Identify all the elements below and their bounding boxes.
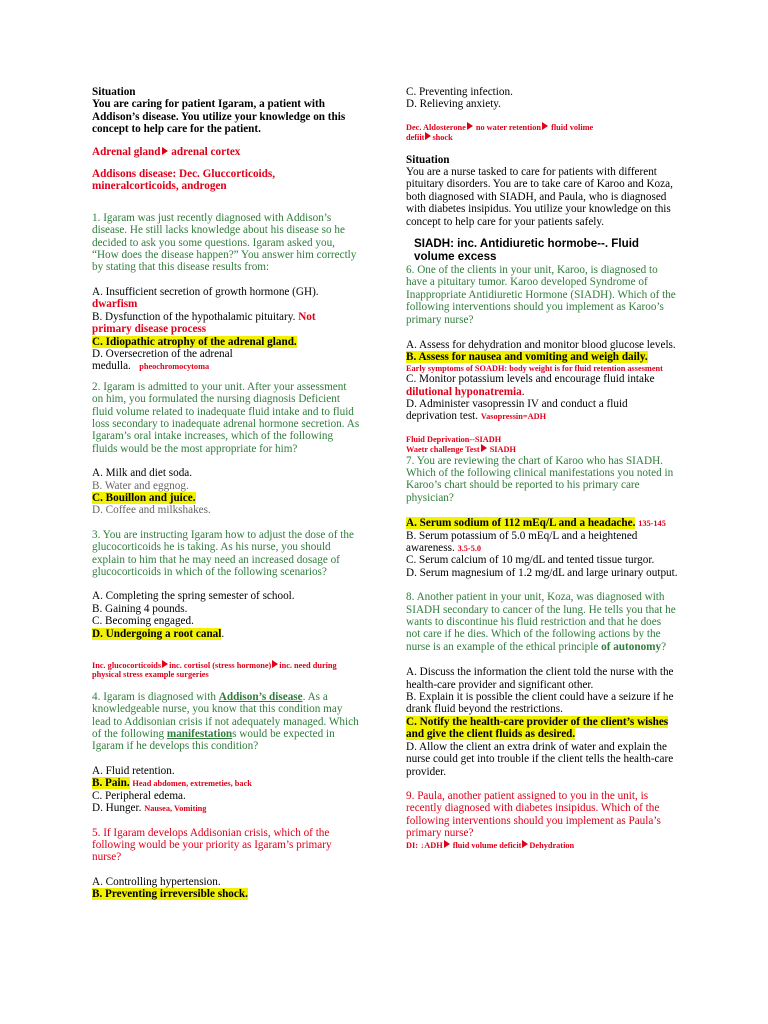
note-adrenal-a: Adrenal gland <box>92 145 161 158</box>
q6-option-b <box>406 351 678 363</box>
q6-d-text: D. Administer vasopressin IV and conduct a fluid deprivation test. <box>406 397 628 423</box>
q6-d-note: Vasopressin=ADH <box>480 412 547 422</box>
q4-text <box>92 691 360 753</box>
situation-heading: Situation <box>92 86 136 98</box>
q4-text-manifestation: manifestation <box>166 728 233 741</box>
q4-text-2: . As a knowledgeable nurse, you know that this condition may lead to Addisonian crisis if not adequately managed. Which of the following <box>92 690 359 741</box>
q9-note-c: Dehydration <box>529 840 575 850</box>
q3-option-a: A. Completing the spring semester of school. <box>92 590 295 603</box>
q8-option-c <box>406 716 678 741</box>
q7-a-note: 135-145 <box>638 519 666 529</box>
q5-text: 5. If Igaram develops Addisonian crisis, which of the following would be your priority as Igaram’s primary nurse? <box>92 826 332 864</box>
q6-text: 6. One of the clients in your unit, Karoo, is diagnosed to have a pituitary tumor. Karoo developed Syndrome of Inappropriate Antidiuretic Hormone (SIADH). Which of the following interventions should you implement as Karoo’s primary nurse? <box>406 263 676 326</box>
q9-note <box>406 840 678 850</box>
left-column <box>92 86 360 901</box>
arrow-icon <box>162 147 168 155</box>
q1-option-c <box>92 336 360 348</box>
q6-c-note: dilutional hyponatremia <box>406 385 522 398</box>
q4-option-a: A. Fluid retention. <box>92 764 175 777</box>
q9-note-a: DI: ↓ADH <box>406 840 443 850</box>
arrow-icon <box>542 122 548 130</box>
q7-option-a <box>406 517 678 529</box>
situation2-text: You are a nurse tasked to care for patients with different pituitary disorders. You are to take care of Karoo and Koza, both diagnosed with SIADH, and Paula, who is diagnosed with diabetes insipidus. You utilize your knowledge on this concept to help care for your patients safely. <box>406 166 673 228</box>
situation2-heading: Situation <box>406 153 450 166</box>
q3-option-b: B. Gaining 4 pounds. <box>92 602 188 615</box>
q7-b-text: B. Serum potassium of 5.0 mEq/L and a heightened awareness. <box>406 529 638 554</box>
note-aldo-b: no water retention <box>475 122 541 132</box>
arrow-icon <box>444 840 450 848</box>
q8-c-answer: C. Notify the health-care provider of the client’s wishes and give the client fluids as desired. <box>406 715 669 741</box>
q5-b-answer: B. Preventing irreversible shock. <box>92 888 248 901</box>
q6-option-c: C. Monitor potassium levels and encourage fluid intake <box>406 373 655 386</box>
q2-option-c <box>92 492 360 504</box>
siadh-heading: SIADH: inc. Antidiuretic hormobe--. Fluid volume excess <box>414 237 639 264</box>
note-aldo-a: Dec. Aldosterone <box>406 122 466 132</box>
q6-note-3: SIADH <box>489 445 516 455</box>
note-aldo-c: fluid volime <box>551 122 594 132</box>
q2-option-d: D. Coffee and milkshakes. <box>92 504 211 517</box>
q1-b-note-2: primary disease process <box>92 323 207 336</box>
q3-note-a: Inc. glucocorticoids <box>92 661 162 671</box>
q4-option-c: C. Peripheral edema. <box>92 789 186 802</box>
q6-option-c-note <box>406 386 678 398</box>
q4-option-d <box>92 802 360 814</box>
q1-a-text: A. Insufficient secretion of growth hormone (GH). <box>92 285 319 298</box>
q8-option-b: B. Explain it is possible the client could have a seizure if he drank fluid beyond the restrictions. <box>406 691 674 716</box>
q4-b-note: Head abdomen, extremeties, back <box>132 779 252 789</box>
q8-text <box>406 591 678 653</box>
q2-option-b: B. Water and eggnog. <box>92 479 189 492</box>
q1-option-b <box>92 311 360 323</box>
arrow-icon <box>522 840 528 848</box>
q1-d-text: medulla. <box>92 360 131 373</box>
q7-b-note: 3.5-5.0 <box>457 544 482 553</box>
q1-option-a <box>92 286 360 298</box>
q6-b-note: Early symptoms of SOADH: body weight is for fluid retention assesment <box>406 363 663 373</box>
q5-option-c: C. Preventing infection. <box>406 86 513 98</box>
situation-text: You are caring for patient Igaram, a patient with Addison’s disease. You utilize your knowledge on this concept to help care for the patient. <box>92 98 346 136</box>
q8-text-qmark: ? <box>661 640 667 653</box>
q7-text: 7. You are reviewing the chart of Karoo who has SIADH. Which of the following clinical manifestations you noted in Karoo’s chart should be reported to his primary care physician? <box>406 454 674 504</box>
q2-text: 2. Igaram is admitted to your unit. After your assessment on him, you formulated the nursing diagnosis Deficient fluid volume related to inadequate fluid intake and to fluid loss secondary to inadequate adrenal hormone secretion. As Igaram’s oral intake increases, which of the following fluids would be the most appropriate for him? <box>92 380 360 455</box>
q6-note-2 <box>406 444 678 454</box>
q3-option-d <box>92 628 360 640</box>
q1-d-note: pheochromocytoma <box>139 362 210 372</box>
q7-option-b <box>406 530 678 555</box>
q8-text-main: 8. Another patient in your unit, Koza, was diagnosed with SIADH secondary to cancer of the lung. He tells you that he wants to discontinue his fluid restriction and that he does not care if he dies. Which of the following actions by the nurse is an example of the ethical principle <box>406 591 676 653</box>
q1-b-note-1: Not <box>298 310 316 323</box>
q3-option-c: C. Becoming engaged. <box>92 615 194 628</box>
q3-note-b: inc. cortisol (stress hormone) <box>169 661 272 671</box>
q7-option-d: D. Serum magnesium of 1.2 mg/dL and large urinary output. <box>406 566 678 579</box>
note-adrenal <box>92 146 360 158</box>
q3-note-c: inc. need during physical stress example surgeries <box>92 661 337 680</box>
note-adrenal-b: adrenal cortex <box>171 145 241 158</box>
q4-text-3: s would be expected in Igaram if he develops this condition? <box>92 728 335 753</box>
arrow-icon <box>162 660 168 668</box>
q9-text: 9. Paula, another patient assigned to you in the unit, is recently diagnosed with diabetes insipidus. Which of the following interventions should you implement as Paula’s primary nurse? <box>406 789 661 840</box>
q3-d-end: . <box>221 627 225 640</box>
q4-b-answer: B. Pain. <box>92 777 130 790</box>
q2-c-answer: C. Bouillon and juice. <box>92 491 196 504</box>
q6-option-a: A. Assess for dehydration and monitor blood glucose levels. <box>406 338 676 351</box>
note-addisons: Addisons disease: Dec. Gluccorticoids, mineralcorticoids, androgen <box>92 168 276 193</box>
note-aldosterone <box>406 122 678 143</box>
q8-option-a: A. Discuss the information the client told the nurse with the health-care provider and significant other. <box>406 666 674 691</box>
q6-option-d <box>406 398 678 423</box>
q5-option-b <box>92 888 360 900</box>
q4-d-text: D. Hunger. <box>92 802 142 815</box>
q9-note-b: fluid volume deficit <box>452 840 522 850</box>
q6-c-end: . <box>521 385 525 398</box>
q1-a-note: dwarfism <box>92 298 138 311</box>
q1-option-d-2 <box>92 360 360 372</box>
q1-c-answer: C. Idiopathic atrophy of the adrenal gland. <box>92 335 297 348</box>
right-column <box>406 86 678 850</box>
q6-note-2-text: Waetr challenge Test <box>406 445 480 455</box>
q1-option-d-1: D. Oversecretion of the adrenal <box>92 347 233 360</box>
q3-d-answer: D. Undergoing a root canal <box>92 627 222 640</box>
q3-text: 3. You are instructing Igaram how to adjust the dose of the glucocorticoids he is taking. As his nurse, you should explain to him that he may need an increased dosage of glucocorticoids in which of the following scenarios? <box>92 528 354 578</box>
q7-option-c: C. Serum calcium of 10 mg/dL and tented tissue turgor. <box>406 554 655 567</box>
q7-a-answer: A. Serum sodium of 112 mEq/L and a headache. <box>406 517 636 530</box>
q4-d-note: Nausea, Vomiting <box>144 804 207 814</box>
note-aldo-e: shock <box>432 133 453 143</box>
q4-text-1: 4. Igaram is diagnosed with <box>92 690 219 703</box>
q2-option-a: A. Milk and diet soda. <box>92 467 193 480</box>
q6-b-answer: B. Assess for nausea and vomiting and weigh daily. <box>406 351 648 364</box>
q1-b-text: B. Dysfunction of the hypothalamic pituitary. <box>92 310 296 323</box>
arrow-icon <box>425 132 431 140</box>
q4-text-addisons: Addison’s disease <box>218 690 303 703</box>
note-aldo-d: defiit <box>406 133 425 143</box>
q6-note-1: Fluid Deprivation--SIADH <box>406 434 502 444</box>
arrow-icon <box>481 444 487 452</box>
q4-option-b <box>92 777 360 789</box>
q5-option-d: D. Relieving anxiety. <box>406 98 501 111</box>
q1-text: 1. Igaram was just recently diagnosed with Addison’s disease. He still lacks knowledge about his disease so he decided to ask you some questions. Igaram asked you, “How does the disease happen?” You answer him correctly by stating that this disease results from: <box>92 211 357 274</box>
q5-option-a: A. Controlling hypertension. <box>92 875 221 888</box>
q8-option-d: D. Allow the client an extra drink of water and explain the nurse could get into trouble if the client tells the health-care provider. <box>406 740 674 778</box>
q8-text-autonomy: of autonomy <box>601 640 662 653</box>
arrow-icon <box>272 660 278 668</box>
arrow-icon <box>467 122 473 130</box>
q3-note <box>92 660 360 680</box>
